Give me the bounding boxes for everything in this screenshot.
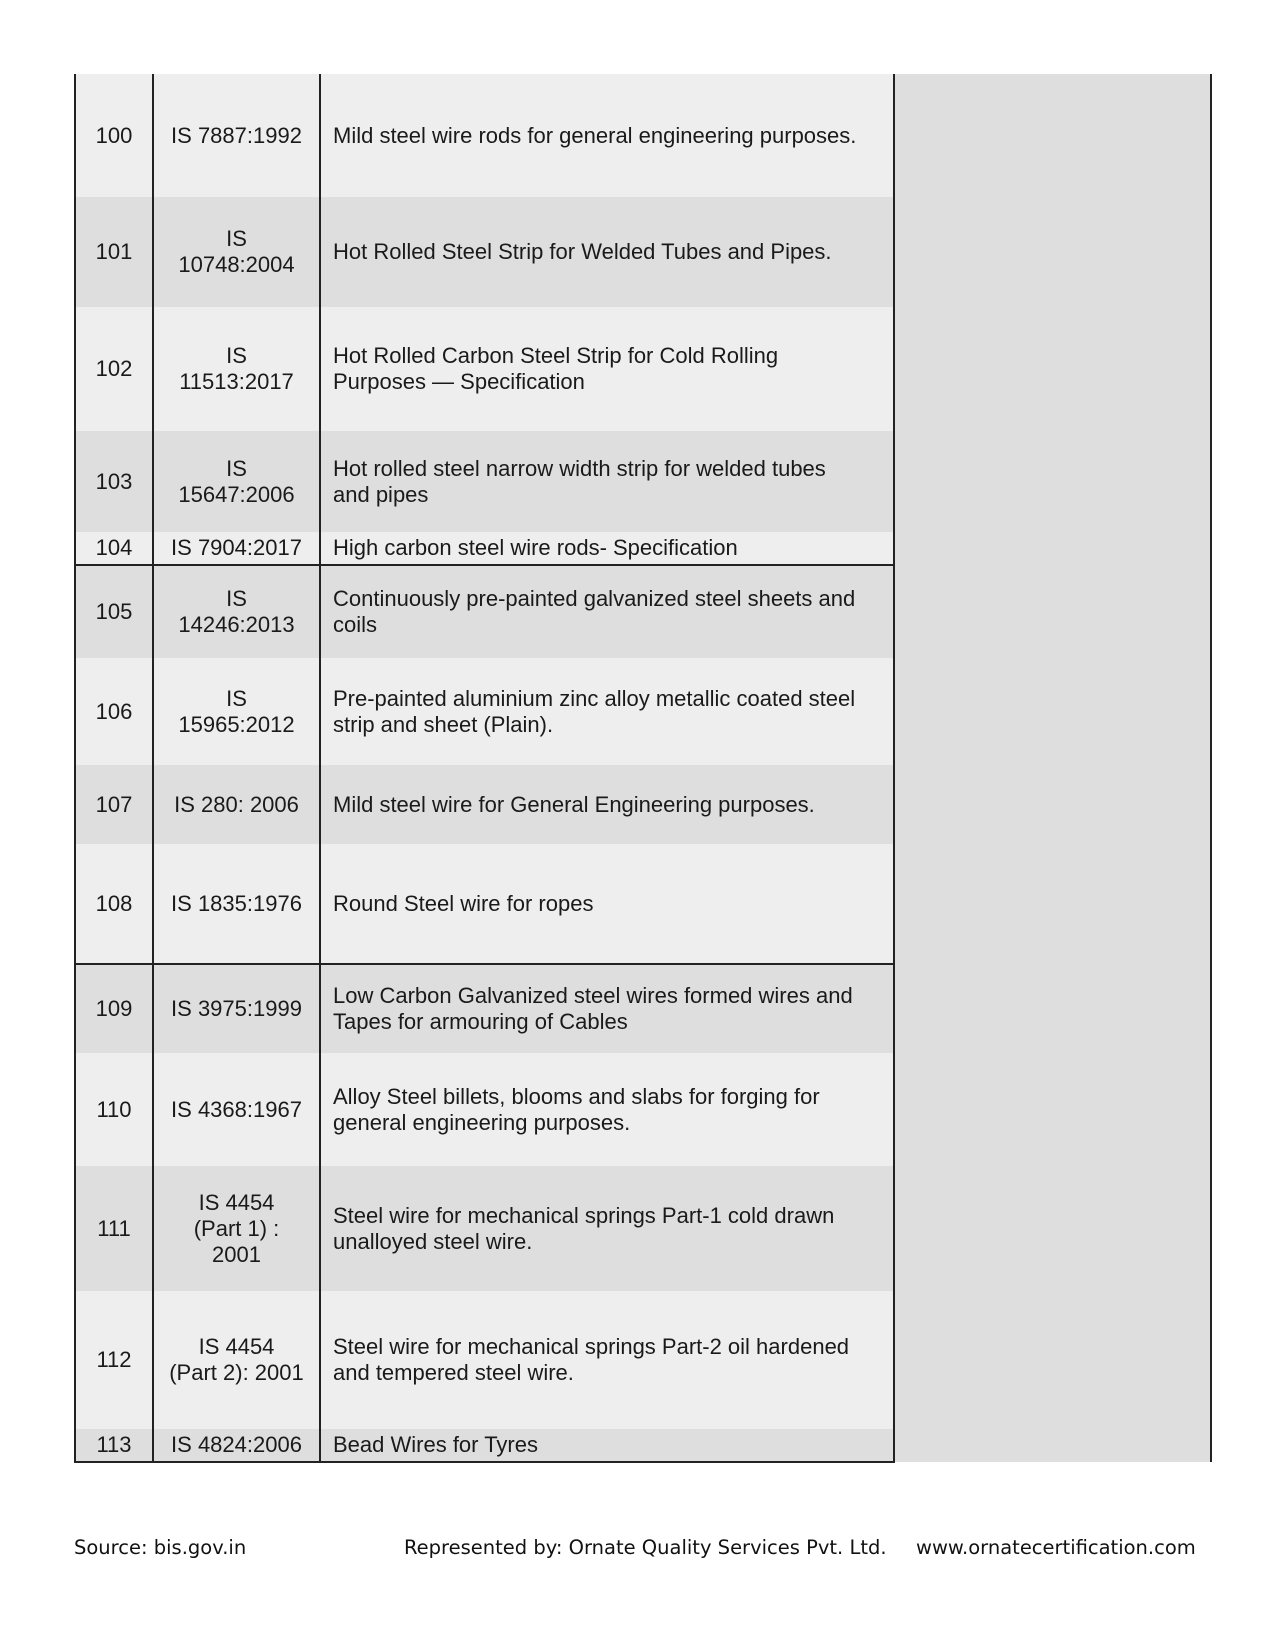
serial-number-cell: 106 — [75, 658, 153, 765]
table-row — [75, 74, 1211, 197]
standard-number-cell: IS 4368:1967 — [153, 1053, 320, 1166]
standard-number-cell: IS 14246:2013 — [153, 565, 320, 658]
standard-number-cell: IS 15965:2012 — [153, 658, 320, 765]
standard-number-cell: IS 15647:2006 — [153, 431, 320, 532]
standard-title-cell: Continuously pre-painted galvanized steel sheets and coils — [320, 565, 894, 658]
page-footer — [0, 1536, 1275, 1566]
standard-number-cell: IS 4454 (Part 1) : 2001 — [153, 1166, 320, 1291]
standard-title-cell: Mild steel wire rods for general engineering purposes. — [320, 74, 894, 197]
standard-title-cell: Round Steel wire for ropes — [320, 844, 894, 964]
standard-title-cell: Bead Wires for Tyres — [320, 1429, 894, 1462]
footer-website: www.ornatecertification.com — [916, 1536, 1196, 1559]
serial-number-cell: 112 — [75, 1291, 153, 1429]
standard-number-cell: IS 280: 2006 — [153, 765, 320, 844]
remarks-column — [894, 74, 1211, 1462]
standard-title-cell: Hot Rolled Steel Strip for Welded Tubes and Pipes. — [320, 197, 894, 307]
standard-number-cell: IS 11513:2017 — [153, 307, 320, 431]
standard-title-cell: Hot rolled steel narrow width strip for welded tubes and pipes — [320, 431, 894, 532]
serial-number-cell: 111 — [75, 1166, 153, 1291]
standard-title-cell: High carbon steel wire rods- Specification — [320, 532, 894, 565]
standard-title-cell: Mild steel wire for General Engineering purposes. — [320, 765, 894, 844]
serial-number-cell: 109 — [75, 964, 153, 1053]
serial-number-cell: 104 — [75, 532, 153, 565]
standard-number-cell: IS 7887:1992 — [153, 74, 320, 197]
footer-source: Source: bis.gov.in — [74, 1536, 247, 1559]
standards-table — [74, 74, 1212, 1463]
standard-title-cell: Low Carbon Galvanized steel wires formed wires and Tapes for armouring of Cables — [320, 964, 894, 1053]
standard-number-cell: IS 4454 (Part 2): 2001 — [153, 1291, 320, 1429]
standard-title-cell: Steel wire for mechanical springs Part-1 cold drawn unalloyed steel wire. — [320, 1166, 894, 1291]
serial-number-cell: 102 — [75, 307, 153, 431]
standard-title-cell: Pre-painted aluminium zinc alloy metallic coated steel strip and sheet (Plain). — [320, 658, 894, 765]
serial-number-cell: 113 — [75, 1429, 153, 1462]
serial-number-cell: 101 — [75, 197, 153, 307]
serial-number-cell: 100 — [75, 74, 153, 197]
standard-number-cell: IS 10748:2004 — [153, 197, 320, 307]
standard-title-cell: Steel wire for mechanical springs Part-2 oil hardened and tempered steel wire. — [320, 1291, 894, 1429]
standard-title-cell: Hot Rolled Carbon Steel Strip for Cold Rolling Purposes — Specification — [320, 307, 894, 431]
serial-number-cell: 108 — [75, 844, 153, 964]
standard-number-cell: IS 1835:1976 — [153, 844, 320, 964]
standard-number-cell: IS 3975:1999 — [153, 964, 320, 1053]
serial-number-cell: 103 — [75, 431, 153, 532]
serial-number-cell: 105 — [75, 565, 153, 658]
standard-title-cell: Alloy Steel billets, blooms and slabs for forging for general engineering purposes. — [320, 1053, 894, 1166]
standard-number-cell: IS 4824:2006 — [153, 1429, 320, 1462]
serial-number-cell: 107 — [75, 765, 153, 844]
standard-number-cell: IS 7904:2017 — [153, 532, 320, 565]
footer-represented-by: Represented by: Ornate Quality Services Pvt. Ltd. — [404, 1536, 887, 1559]
serial-number-cell: 110 — [75, 1053, 153, 1166]
